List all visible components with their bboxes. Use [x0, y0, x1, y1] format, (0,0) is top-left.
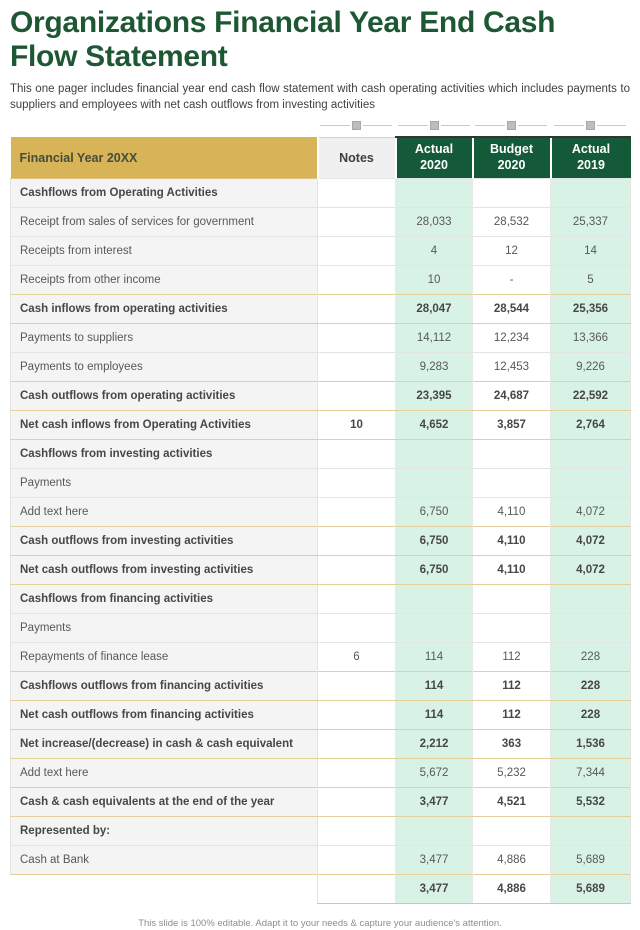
cell-budget-2020: 4,521: [473, 788, 551, 817]
cash-flow-table: [10, 136, 631, 904]
table-row: [11, 875, 631, 904]
cell-budget-2020: 4,110: [473, 498, 551, 527]
table-row: [11, 614, 631, 643]
row-notes-cell: 6: [318, 643, 396, 672]
cell-actual-2019: 22,592: [551, 382, 631, 411]
table-header-row: [11, 137, 631, 179]
row-label-cell: Receipts from interest: [11, 237, 318, 266]
row-notes-cell: [318, 817, 396, 846]
cell-actual-2019: 228: [551, 672, 631, 701]
row-label-cell: Receipts from other income: [11, 266, 318, 295]
row-notes-cell: [318, 788, 396, 817]
cell-actual-2019: [551, 469, 631, 498]
header-actual-2020: Actual 2020: [396, 137, 473, 179]
slider-handle-icon: [398, 121, 470, 130]
page-subtitle: This one pager includes financial year end cash flow statement with cash operating activities which includes payments to suppliers and employees with net cash outflows from investing activities: [10, 82, 630, 111]
cell-actual-2019: 9,226: [551, 353, 631, 382]
row-notes-cell: [318, 672, 396, 701]
cell-actual-2020: [396, 817, 473, 846]
slider-handle-icon: [554, 121, 626, 130]
cell-actual-2020: [396, 440, 473, 469]
cell-actual-2019: 4,072: [551, 498, 631, 527]
row-label-cell: Net cash outflows from financing activities: [11, 701, 318, 730]
table-row: [11, 643, 631, 672]
table-row: [11, 237, 631, 266]
cell-actual-2019: 13,366: [551, 324, 631, 353]
cell-actual-2020: [396, 614, 473, 643]
cell-budget-2020: 4,110: [473, 527, 551, 556]
cell-budget-2020: 112: [473, 643, 551, 672]
row-label-cell: Cash & cash equivalents at the end of the year: [11, 788, 318, 817]
row-label-cell: Cashflows from investing activities: [11, 440, 318, 469]
row-label-cell: Repayments of finance lease: [11, 643, 318, 672]
row-label-cell: Net cash inflows from Operating Activities: [11, 411, 318, 440]
table-row: [11, 556, 631, 585]
cell-actual-2020: 114: [396, 701, 473, 730]
cell-budget-2020: 24,687: [473, 382, 551, 411]
table-row: [11, 411, 631, 440]
row-label-cell: Cashflows from financing activities: [11, 585, 318, 614]
table-row: [11, 527, 631, 556]
cell-actual-2020: 5,672: [396, 759, 473, 788]
cell-budget-2020: [473, 440, 551, 469]
row-notes-cell: [318, 440, 396, 469]
table-row: [11, 295, 631, 324]
cell-actual-2019: [551, 585, 631, 614]
table-row: [11, 585, 631, 614]
slider-handle-icon: [320, 121, 392, 130]
cell-actual-2020: 28,047: [396, 295, 473, 324]
row-notes-cell: [318, 759, 396, 788]
row-label-cell: Cash inflows from operating activities: [11, 295, 318, 324]
table-body: [11, 179, 631, 904]
cell-budget-2020: [473, 469, 551, 498]
table-row: [11, 324, 631, 353]
cell-actual-2020: 14,112: [396, 324, 473, 353]
cell-budget-2020: [473, 179, 551, 208]
cell-budget-2020: 112: [473, 672, 551, 701]
row-label-cell: Cashflows from Operating Activities: [11, 179, 318, 208]
row-label-cell: Cash outflows from investing activities: [11, 527, 318, 556]
cell-actual-2020: 3,477: [396, 875, 473, 904]
table-row: [11, 701, 631, 730]
cell-actual-2020: 28,033: [396, 208, 473, 237]
row-label-cell: Cashflows outflows from financing activities: [11, 672, 318, 701]
row-notes-cell: [318, 353, 396, 382]
cell-budget-2020: 28,544: [473, 295, 551, 324]
row-label-cell: Payments to suppliers: [11, 324, 318, 353]
row-notes-cell: [318, 295, 396, 324]
cell-actual-2019: 5: [551, 266, 631, 295]
table-row: [11, 208, 631, 237]
cell-budget-2020: -: [473, 266, 551, 295]
cell-actual-2020: 6,750: [396, 556, 473, 585]
cell-actual-2020: 114: [396, 643, 473, 672]
row-notes-cell: [318, 382, 396, 411]
row-notes-cell: [318, 846, 396, 875]
row-label-cell: Payments: [11, 469, 318, 498]
row-notes-cell: 10: [318, 411, 396, 440]
cell-actual-2019: [551, 614, 631, 643]
header-budget-2020: Budget 2020: [473, 137, 551, 179]
cell-budget-2020: 5,232: [473, 759, 551, 788]
row-notes-cell: [318, 527, 396, 556]
row-notes-cell: [318, 701, 396, 730]
cell-actual-2019: 25,337: [551, 208, 631, 237]
row-notes-cell: [318, 237, 396, 266]
cell-actual-2019: 2,764: [551, 411, 631, 440]
row-notes-cell: [318, 498, 396, 527]
cell-actual-2020: [396, 179, 473, 208]
slide: [0, 6, 640, 930]
cell-budget-2020: [473, 817, 551, 846]
row-label-cell: Cash outflows from operating activities: [11, 382, 318, 411]
cell-actual-2019: 14: [551, 237, 631, 266]
header-financial-year: Financial Year 20XX: [11, 137, 318, 179]
cell-actual-2020: 2,212: [396, 730, 473, 759]
row-label-cell: Payments to employees: [11, 353, 318, 382]
cell-actual-2019: 4,072: [551, 527, 631, 556]
table-row: [11, 179, 631, 208]
cell-budget-2020: [473, 614, 551, 643]
table-row: [11, 353, 631, 382]
cell-actual-2019: 5,689: [551, 846, 631, 875]
cell-budget-2020: 3,857: [473, 411, 551, 440]
row-notes-cell: [318, 179, 396, 208]
row-notes-cell: [318, 266, 396, 295]
decoration-row: [0, 118, 640, 132]
cell-actual-2020: 6,750: [396, 527, 473, 556]
row-label-cell: Net increase/(decrease) in cash & cash equivalent: [11, 730, 318, 759]
row-notes-cell: [318, 585, 396, 614]
row-label-cell: Represented by:: [11, 817, 318, 846]
cell-actual-2020: 9,283: [396, 353, 473, 382]
slider-handle-icon: [475, 121, 547, 130]
cell-actual-2019: 228: [551, 643, 631, 672]
header-notes: Notes: [318, 137, 396, 179]
cell-actual-2020: 4: [396, 237, 473, 266]
row-notes-cell: [318, 556, 396, 585]
table-row: [11, 469, 631, 498]
cell-actual-2020: [396, 585, 473, 614]
cell-budget-2020: 112: [473, 701, 551, 730]
cell-actual-2019: 4,072: [551, 556, 631, 585]
cell-actual-2020: 6,750: [396, 498, 473, 527]
cell-actual-2020: 10: [396, 266, 473, 295]
cell-actual-2019: [551, 817, 631, 846]
cell-actual-2020: 114: [396, 672, 473, 701]
table-row: [11, 846, 631, 875]
cell-actual-2020: 3,477: [396, 846, 473, 875]
table-row: [11, 382, 631, 411]
table-row: [11, 730, 631, 759]
cell-actual-2019: [551, 440, 631, 469]
cell-budget-2020: 12: [473, 237, 551, 266]
cell-actual-2019: [551, 179, 631, 208]
cell-actual-2019: 228: [551, 701, 631, 730]
table-row: [11, 759, 631, 788]
page-title: Organizations Financial Year End Cash Flow Statement: [10, 6, 556, 73]
footer-note: This slide is 100% editable. Adapt it to your needs & capture your audience's attention.: [138, 917, 502, 929]
table-row: [11, 788, 631, 817]
row-label-cell: Add text here: [11, 759, 318, 788]
row-label-cell: Receipt from sales of services for government: [11, 208, 318, 237]
cell-actual-2019: 5,532: [551, 788, 631, 817]
row-notes-cell: [318, 614, 396, 643]
cell-budget-2020: 12,234: [473, 324, 551, 353]
row-notes-cell: [318, 324, 396, 353]
row-notes-cell: [318, 730, 396, 759]
cell-budget-2020: 4,886: [473, 875, 551, 904]
row-notes-cell: [318, 208, 396, 237]
row-label-cell: Payments: [11, 614, 318, 643]
row-notes-cell: [318, 469, 396, 498]
cell-budget-2020: 4,110: [473, 556, 551, 585]
cell-budget-2020: 12,453: [473, 353, 551, 382]
cell-actual-2019: 5,689: [551, 875, 631, 904]
cell-budget-2020: 363: [473, 730, 551, 759]
row-label-cell: [11, 875, 318, 904]
cell-budget-2020: 28,532: [473, 208, 551, 237]
table-row: [11, 672, 631, 701]
cell-actual-2020: 23,395: [396, 382, 473, 411]
cell-actual-2020: 3,477: [396, 788, 473, 817]
row-notes-cell: [318, 875, 396, 904]
table-row: [11, 440, 631, 469]
row-label-cell: Add text here: [11, 498, 318, 527]
cell-actual-2020: 4,652: [396, 411, 473, 440]
row-label-cell: Cash at Bank: [11, 846, 318, 875]
table-row: [11, 498, 631, 527]
header-actual-2019: Actual 2019: [551, 137, 631, 179]
row-label-cell: Net cash outflows from investing activities: [11, 556, 318, 585]
cell-actual-2019: 25,356: [551, 295, 631, 324]
cell-actual-2019: 7,344: [551, 759, 631, 788]
cell-budget-2020: [473, 585, 551, 614]
cell-actual-2019: 1,536: [551, 730, 631, 759]
cell-actual-2020: [396, 469, 473, 498]
cell-budget-2020: 4,886: [473, 846, 551, 875]
table-row: [11, 817, 631, 846]
table-row: [11, 266, 631, 295]
